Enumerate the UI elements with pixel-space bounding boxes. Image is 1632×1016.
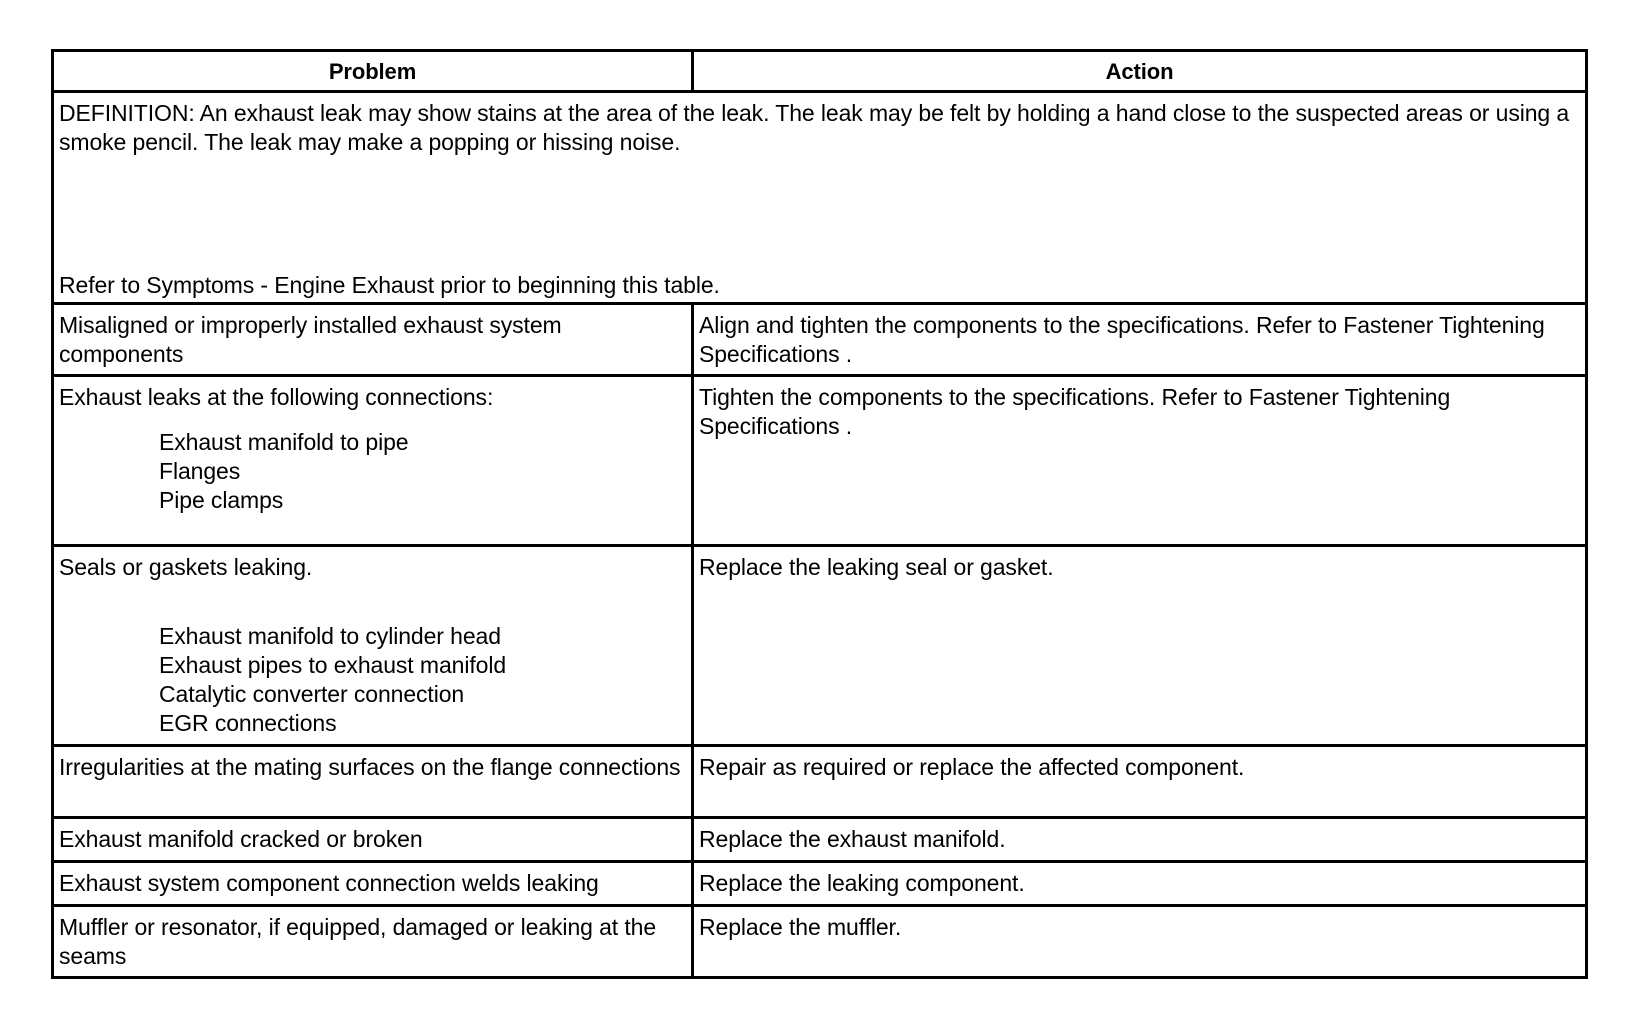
- action-cell: Replace the leaking seal or gasket.: [693, 546, 1587, 746]
- table-row: [53, 546, 1587, 746]
- table-row: [53, 746, 1587, 818]
- action-cell: Tighten the components to the specifications. Refer to Fastener Tightening Specifications .: [693, 376, 1587, 546]
- seal-location-list: [59, 622, 686, 738]
- action-cell: Replace the leaking component.: [693, 862, 1587, 906]
- table-row: [53, 906, 1587, 978]
- list-item: Exhaust pipes to exhaust manifold: [159, 652, 507, 678]
- definition-text: DEFINITION: An exhaust leak may show stains at the area of the leak. The leak may be felt by holding a hand close to the suspected areas or using a smoke pencil. The leak may make a popping or hissing noise.: [59, 100, 1570, 155]
- list-item: Pipe clamps: [159, 487, 284, 513]
- connection-list: [59, 428, 686, 515]
- table-row: [53, 862, 1587, 906]
- definition-cell: [53, 92, 1587, 304]
- problem-cell: Exhaust manifold cracked or broken: [53, 818, 693, 862]
- problem-cell: Exhaust system component connection welds leaking: [53, 862, 693, 906]
- list-item: Exhaust manifold to pipe: [159, 429, 409, 455]
- list-item: Exhaust manifold to cylinder head: [159, 623, 501, 649]
- definition-refer-text: Refer to Symptoms - Engine Exhaust prior to beginning this table.: [59, 272, 720, 298]
- table-row: [53, 304, 1587, 376]
- action-cell: Replace the muffler.: [693, 906, 1587, 978]
- problem-cell: Muffler or resonator, if equipped, damaged or leaking at the seams: [53, 906, 693, 978]
- problem-text: Exhaust leaks at the following connections:: [59, 384, 494, 410]
- action-cell: Replace the exhaust manifold.: [693, 818, 1587, 862]
- action-cell: Repair as required or replace the affected component.: [693, 746, 1587, 818]
- problem-text: Seals or gaskets leaking.: [59, 554, 313, 580]
- action-header: Action: [693, 51, 1587, 92]
- table-row: [53, 376, 1587, 546]
- table-row: [53, 818, 1587, 862]
- list-item: Flanges: [159, 458, 241, 484]
- problem-header: Problem: [53, 51, 693, 92]
- definition-row: [53, 92, 1587, 304]
- problem-cell: [53, 376, 693, 546]
- header-row: [53, 51, 1587, 92]
- problem-cell: [53, 546, 693, 746]
- diagnostic-table: [51, 49, 1588, 979]
- list-item: Catalytic converter connection: [159, 681, 465, 707]
- list-item: EGR connections: [159, 710, 337, 736]
- action-cell: Align and tighten the components to the specifications. Refer to Fastener Tightening Specifications .: [693, 304, 1587, 376]
- problem-cell: Irregularities at the mating surfaces on the flange connections: [53, 746, 693, 818]
- problem-cell: Misaligned or improperly installed exhaust system components: [53, 304, 693, 376]
